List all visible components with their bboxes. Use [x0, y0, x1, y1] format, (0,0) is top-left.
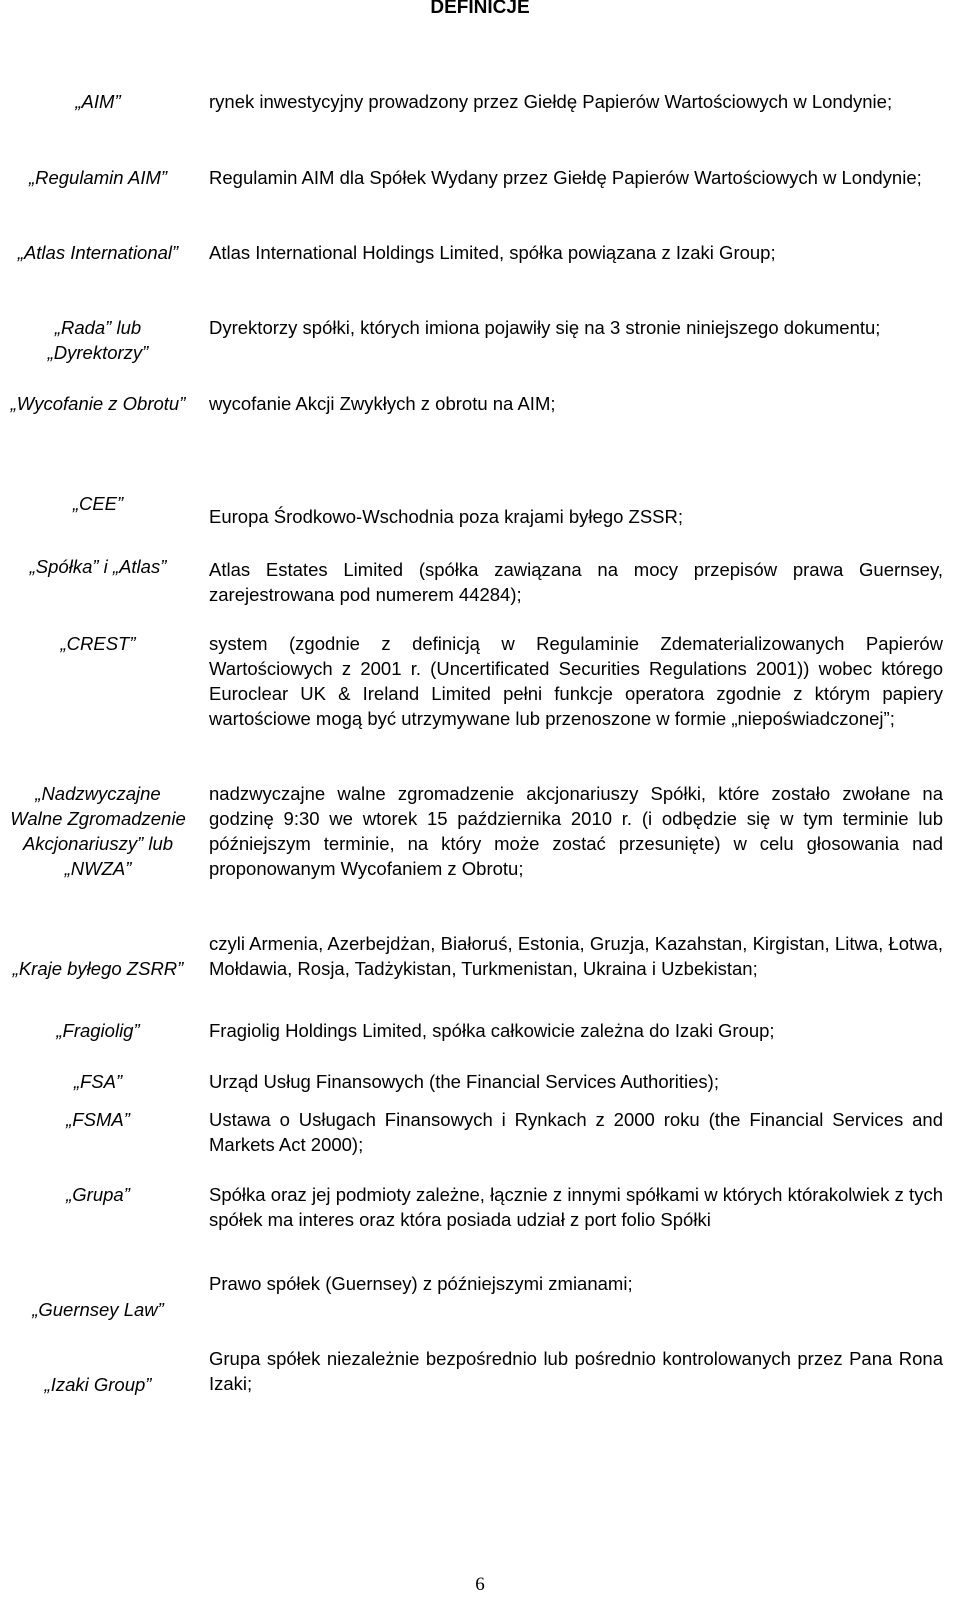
term-rada-dyrektorzy: „Rada” lub „Dyrektorzy”	[47, 317, 149, 363]
term-fragiolig: „Fragiolig”	[56, 1020, 140, 1041]
term-aim: „AIM”	[75, 91, 121, 112]
term-grupa: „Grupa”	[66, 1184, 130, 1205]
definition-cee: Europa Środkowo-Wschodnia poza krajami byłego ZSSR;	[209, 506, 684, 527]
term-crest: „CREST”	[60, 633, 136, 654]
page-heading: DEFINICJE	[430, 0, 530, 18]
term-kraje-bylego-zsrr: „Kraje byłego ZSRR”	[12, 958, 184, 979]
term-izaki-group: „Izaki Group”	[44, 1374, 152, 1395]
page-number: 6	[475, 1574, 485, 1595]
definition-rada-dyrektorzy: Dyrektorzy spółki, których imiona pojawiły się na 3 stronie niniejszego dokumentu;	[209, 317, 881, 338]
term-cee: „CEE”	[72, 493, 124, 514]
definition-fsa: Urząd Usług Finansowych (the Financial Services Authorities);	[209, 1071, 719, 1092]
definition-nwza: nadzwyczajne walne zgromadzenie akcjonariuszy Spółki, które zostało zwołane na godzinę 9:30 we wtorek 15 października 2010 r. (i odbędzie się w tym terminie lub późniejszym terminie, na który może zostać przesunięte) w celu głosowania nad proponowanym Wycofaniem z Obrotu;	[209, 783, 943, 879]
term-wycofanie-z-obrotu: „Wycofanie z Obrotu”	[10, 393, 186, 414]
definition-fsma: Ustawa o Usługach Finansowych i Rynkach z 2000 roku (the Financial Services and Markets Act 2000);	[209, 1109, 943, 1155]
definition-fragiolig: Fragiolig Holdings Limited, spółka całkowicie zależna do Izaki Group;	[209, 1020, 775, 1041]
term-guernsey-law: „Guernsey Law”	[32, 1299, 164, 1320]
definition-crest: system (zgodnie z definicją w Regulaminie Zdematerializowanych Papierów Wartościowych z 2001 r. (Uncertificated Securities Regulations 2001)) wobec którego Euroclear UK & Ireland Limited pełni funkcje operatora zgodnie z którym papiery wartościowe mogą być utrzymywane lub przenoszone w formie „niepoświadczonej”;	[209, 633, 943, 729]
definition-grupa: Spółka oraz jej podmioty zależne, łącznie z innymi spółkami w których którakolwiek z tych spółek ma interes oraz która posiada udział z port folio Spółki	[209, 1184, 943, 1230]
definition-kraje-bylego-zsrr: czyli Armenia, Azerbejdżan, Białoruś, Estonia, Gruzja, Kazahstan, Kirgistan, Litwa, Łotwa, Mołdawia, Rosja, Tadżykistan, Turkmenistan, Ukraina i Uzbekistan;	[209, 933, 943, 979]
term-atlas-international: „Atlas International”	[17, 242, 179, 263]
definition-izaki-group: Grupa spółek niezależnie bezpośrednio lub pośrednio kontrolowanych przez Pana Rona Izaki;	[209, 1348, 943, 1394]
definition-wycofanie-z-obrotu: wycofanie Akcji Zwykłych z obrotu na AIM;	[209, 393, 556, 414]
term-spolka-atlas: „Spółka” i „Atlas”	[29, 556, 167, 577]
term-fsma: „FSMA”	[66, 1109, 130, 1130]
definition-regulamin-aim: Regulamin AIM dla Spółek Wydany przez Giełdę Papierów Wartościowych w Londynie;	[209, 167, 922, 188]
definition-aim: rynek inwestycyjny prowadzony przez Giełdę Papierów Wartościowych w Londynie;	[209, 91, 893, 112]
term-regulamin-aim: „Regulamin AIM”	[28, 167, 168, 188]
definition-spolka-atlas: Atlas Estates Limited (spółka zawiązana na mocy przepisów prawa Guernsey, zarejestrowana pod numerem 44284);	[209, 559, 943, 605]
term-nwza: „Nadzwyczajne Walne Zgromadzenie Akcjonariuszy” lub „NWZA”	[10, 783, 186, 879]
definition-guernsey-law: Prawo spółek (Guernsey) z późniejszymi zmianami;	[209, 1273, 633, 1294]
definition-atlas-international: Atlas International Holdings Limited, spółka powiązana z Izaki Group;	[209, 242, 776, 263]
term-fsa: „FSA”	[73, 1071, 123, 1092]
